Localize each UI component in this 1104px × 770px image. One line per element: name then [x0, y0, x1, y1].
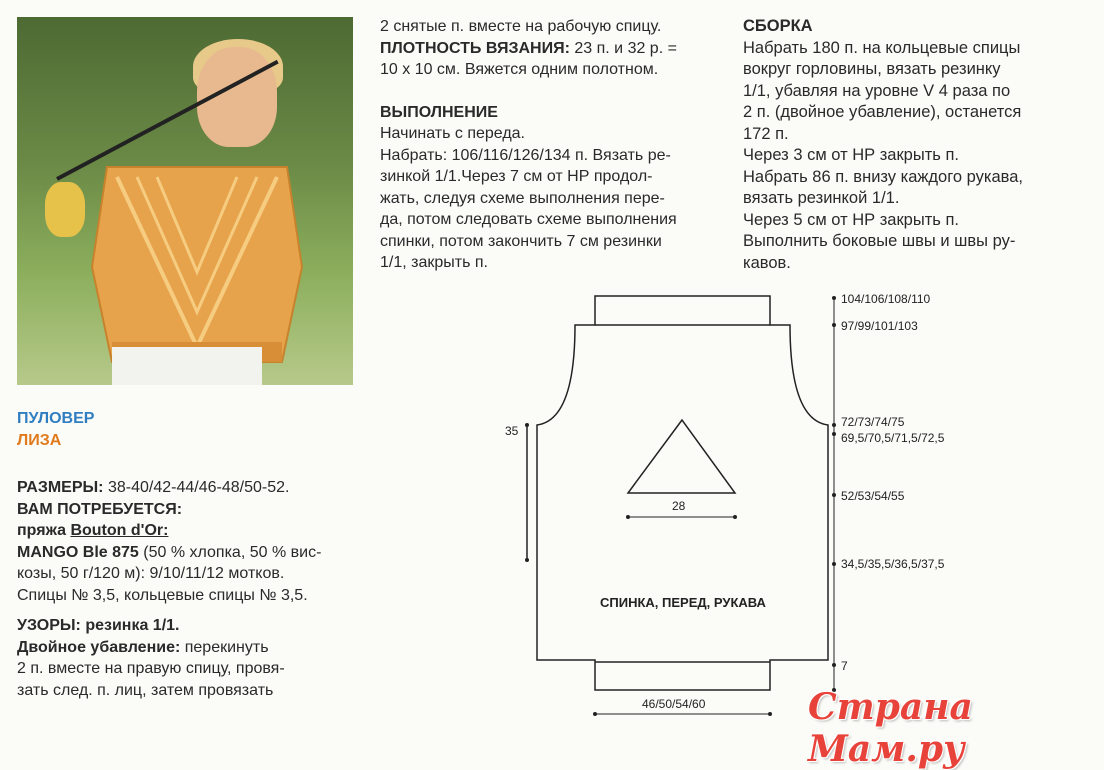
product-title-type: ПУЛОВЕР [17, 410, 95, 427]
assembly-line: Выполнить боковые швы и швы ру- [743, 232, 1016, 250]
product-title-name: ЛИЗА [17, 432, 62, 449]
dim-tick [525, 558, 529, 562]
assembly-line: кавов. [743, 253, 791, 272]
assembly-line: Через 3 см от НР закрыть п. [743, 146, 959, 164]
mango-line-2: козы, 50 г/120 м): 9/10/11/12 мотков. [17, 565, 285, 582]
dim-tick [832, 562, 836, 566]
assembly-line: 1/1, убавляя на уровне V 4 раза по [743, 81, 1011, 100]
dim-tick [832, 663, 836, 667]
patterns-line: УЗОРЫ: резинка 1/1. [17, 617, 180, 634]
site-watermark: Страна Мам.ру [808, 686, 973, 770]
assembly-line: вязать резинкой 1/1. [743, 189, 900, 207]
assembly-line: Через 5 см от НР закрыть п. [743, 210, 959, 229]
density-line: ПЛОТНОСТЬ ВЯЗАНИЯ: 23 п. и 32 р. = [380, 39, 677, 57]
dim-tick [593, 712, 597, 716]
double-decrease-line-2: 2 п. вместе на правую спицу, провя- [17, 660, 285, 677]
dim-tick [832, 423, 836, 427]
dim-tick [626, 515, 630, 519]
exec-line: да, потом следовать схеме выполнения [380, 211, 677, 228]
double-decrease-line-3: зать след. п. лиц, затем провязать [17, 681, 274, 699]
exec-line: жать, следуя схеме выполнения пере- [380, 189, 665, 207]
exec-line: зинкой 1/1.Через 7 см от НР продол- [380, 168, 653, 185]
density-line-2: 10 х 10 см. Вяжется одним полотном. [380, 61, 659, 78]
assembly-heading: СБОРКА [743, 17, 813, 35]
dim-right-label: 52/53/54/55 [841, 489, 905, 503]
schematic-caption: СПИНКА, ПЕРЕД, РУКАВА [600, 595, 766, 610]
execution-heading: ВЫПОЛНЕНИЕ [380, 103, 498, 121]
mango-line: MANGO Ble 875 (50 % хлопка, 50 % вис- [17, 543, 322, 561]
dim-left-label: 35 [505, 424, 519, 438]
exec-line: 1/1, закрыть п. [380, 254, 488, 271]
assembly-line: вокруг горловины, вязать резинку [743, 60, 1001, 78]
assembly-line: Набрать 86 п. внизу каждого рукава, [743, 167, 1023, 186]
dim-right-label: 7 [841, 659, 848, 673]
dim-right-label: 97/99/101/103 [841, 319, 918, 333]
dim-tick [768, 712, 772, 716]
needed-heading: ВАМ ПОТРЕБУЕТСЯ: [17, 500, 183, 518]
dim-right-label: 34,5/35,5/36,5/37,5 [841, 557, 945, 571]
dim-tick [525, 423, 529, 427]
dim-tick [733, 515, 737, 519]
exec-line: Набрать: 106/116/126/134 п. Вязать ре- [380, 146, 671, 164]
yarn-line: пряжа Bouton d'Or: [17, 522, 169, 539]
dim-bottom-label: 46/50/54/60 [642, 697, 706, 711]
dim-triangle-label: 28 [672, 499, 686, 513]
dim-tick [832, 296, 836, 300]
dim-tick [832, 432, 836, 436]
double-decrease-line: Двойное убавление: перекинуть [17, 638, 269, 656]
continuation-line: 2 снятые п. вместе на рабочую спицу. [380, 18, 662, 35]
dim-right-label: 72/73/74/75 [841, 415, 905, 429]
sizes-line: РАЗМЕРЫ: 38-40/42-44/46-48/50-52. [17, 479, 290, 496]
assembly-line: 172 п. [743, 124, 789, 143]
triangle-shape [628, 420, 735, 493]
dim-tick [832, 323, 836, 327]
needles-line: Спицы № 3,5, кольцевые спицы № 3,5. [17, 586, 308, 604]
assembly-line: Набрать 180 п. на кольцевые спицы [743, 38, 1021, 57]
dim-right-label: 69,5/70,5/71,5/72,5 [841, 431, 945, 445]
assembly-line: 2 п. (двойное убавление), останется [743, 103, 1022, 121]
exec-line: спинки, потом закончить 7 см резинки [380, 232, 662, 250]
exec-line: Начинать с переда. [380, 125, 525, 142]
dim-right-label: 104/106/108/110 [841, 292, 931, 306]
dim-tick [832, 493, 836, 497]
